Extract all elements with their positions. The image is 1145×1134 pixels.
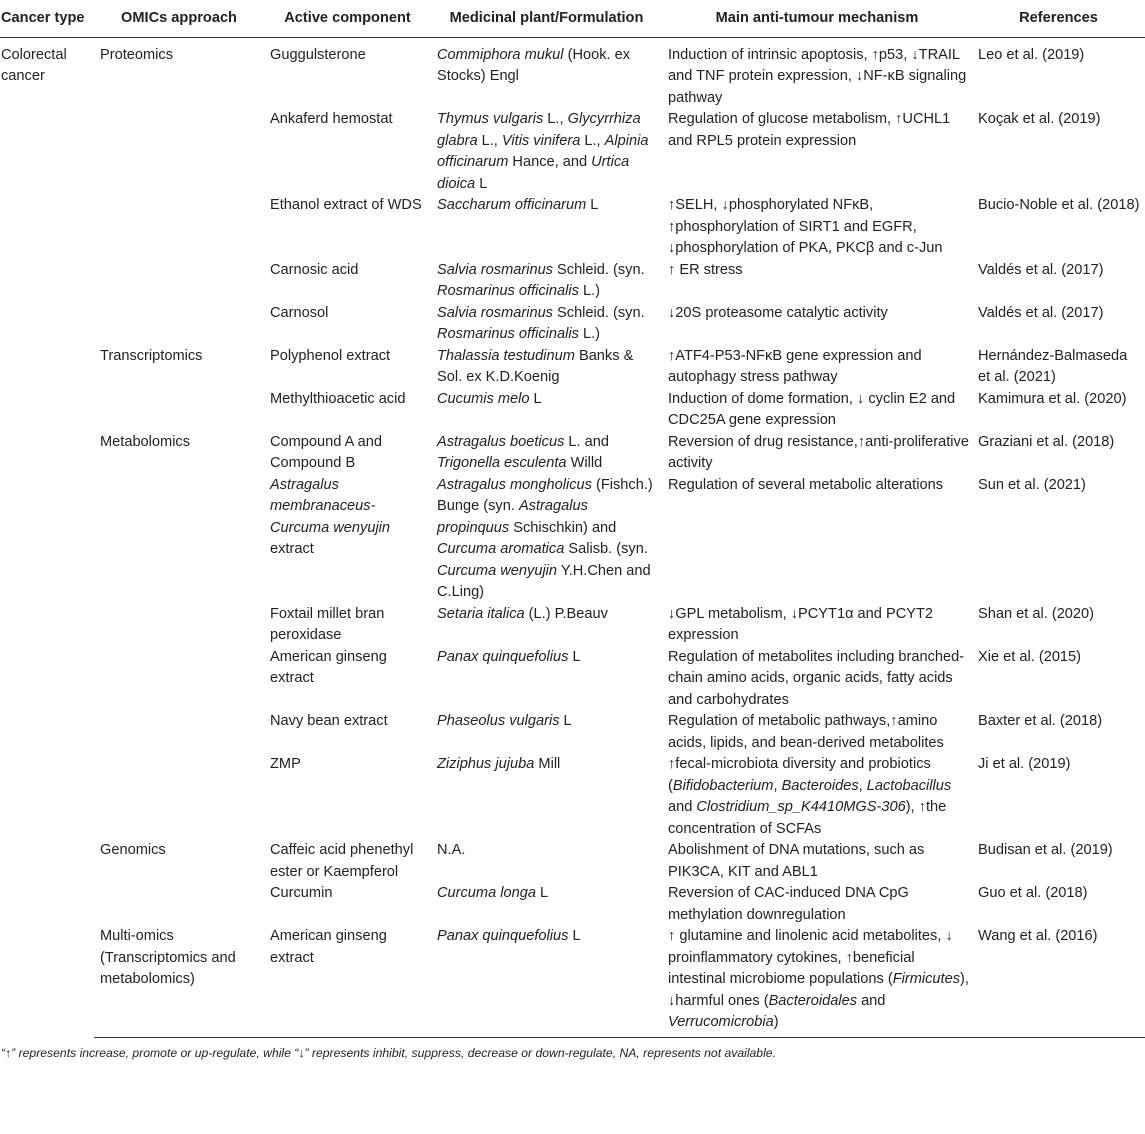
omics-approach-cell — [94, 475, 264, 604]
header-active-component: Active component — [264, 0, 431, 37]
table-row — [0, 260, 1145, 303]
table-row — [0, 37, 1145, 109]
omics-approach-cell — [94, 711, 264, 754]
active-component-cell: Guggulsterone — [270, 46, 366, 63]
omics-approach-cell — [94, 260, 264, 303]
medicinal-plant-cell: Astragalus boeticus L. and Trigonella esculenta Willd — [437, 433, 610, 471]
mechanism-cell: Regulation of several metabolic alterations — [668, 476, 944, 493]
table-row — [0, 432, 1145, 475]
medicinal-plant-cell: Panax quinquefolius L — [437, 648, 581, 665]
reference-cell: Leo et al. (2019) — [978, 46, 1085, 63]
mechanism-cell: Regulation of glucose metabolism, ↑UCHL1 and RPL5 protein expression — [668, 111, 951, 149]
omics-approach-cell — [94, 754, 264, 840]
active-component-cell: Astragalus membranaceus-Curcuma wenyujin extract — [270, 476, 391, 557]
mechanism-cell: Regulation of metabolites including branched-chain amino acids, organic acids, fatty acids and carbohydrates — [668, 648, 965, 708]
reference-cell: Xie et al. (2015) — [978, 648, 1082, 665]
header-mechanism: Main anti-tumour mechanism — [662, 0, 972, 37]
medicinal-plant-cell: Thymus vulgaris L., Glycyrrhiza glabra L., Vitis vinifera L., Alpinia officinarum Hance, and Urtica dioica L — [437, 111, 649, 192]
table-body — [0, 37, 1145, 1037]
reference-cell: Valdés et al. (2017) — [978, 304, 1104, 321]
active-component-cell: American ginseng extract — [264, 926, 431, 1037]
omics-approach-cell — [94, 389, 264, 432]
mechanism-cell: Reversion of drug resistance,↑anti-proliferative activity — [668, 433, 969, 471]
medicinal-plant-cell: Curcuma longa L — [437, 885, 549, 901]
mechanism-cell: ↓20S proteasome catalytic activity — [668, 304, 888, 321]
table-row — [0, 346, 1145, 389]
medicinal-plant-cell: Salvia rosmarinus Schleid. (syn. Rosmarinus officinalis L.) — [437, 261, 645, 299]
reference-cell: Sun et al. (2021) — [978, 476, 1086, 493]
header-cancer-type: Cancer type — [0, 0, 94, 37]
active-component-cell: Carnosol — [270, 304, 329, 321]
mechanism-cell: ↓GPL metabolism, ↓PCYT1α and PCYT2 expression — [668, 605, 934, 643]
medicinal-plant-cell: Astragalus mongholicus (Fishch.) Bunge (syn. Astragalus propinquus Schischkin) and Curcuma aromatica Salisb. (syn. Curcuma wenyujin Y.H.Chen and C.Ling) — [437, 476, 653, 600]
table-row — [0, 883, 1145, 926]
table-row — [0, 109, 1145, 195]
active-component-cell: Navy bean extract — [270, 713, 388, 729]
table-row — [0, 647, 1145, 712]
mechanism-cell: Reversion of CAC-induced DNA CpG methylation downregulation — [668, 885, 909, 923]
active-component-cell: Carnosic acid — [270, 261, 359, 278]
reference-cell: Graziani et al. (2018) — [978, 433, 1115, 450]
cancer-type-cell: Colorectal cancer — [1, 46, 67, 84]
omics-approach-cell — [94, 883, 264, 926]
mechanism-cell: ↑ glutamine and linolenic acid metabolites, ↓ proinflammatory cytokines, ↑beneficial intestinal microbiome populations (Firmicutes), ↓harmful ones (Bacteroidales and Verrucomicrobia) — [662, 926, 972, 1037]
mechanism-cell: Regulation of metabolic pathways,↑amino acids, lipids, and bean-derived metabolites — [668, 713, 944, 751]
table-row — [0, 604, 1145, 647]
omics-approach-cell: Metabolomics — [100, 433, 191, 450]
mechanism-cell: ↑ATF4-P53-NFκB gene expression and autophagy stress pathway — [668, 347, 922, 385]
medicinal-plant-cell: Phaseolus vulgaris L — [437, 713, 572, 729]
reference-cell: Valdés et al. (2017) — [978, 261, 1104, 278]
header-medicinal-plant: Medicinal plant/Formulation — [431, 0, 662, 37]
omics-approach-cell: Transcriptomics — [100, 347, 203, 364]
active-component-cell: Curcumin — [270, 885, 333, 901]
reference-cell: Ji et al. (2019) — [978, 756, 1071, 772]
table-row — [0, 711, 1145, 754]
active-component-cell: ZMP — [270, 756, 301, 772]
table-row — [0, 303, 1145, 346]
header-omics-approach: OMICs approach — [94, 0, 264, 37]
header-references: References — [972, 0, 1145, 37]
omics-approach-cell — [94, 647, 264, 712]
active-component-cell: Methylthioacetic acid — [270, 390, 406, 407]
reference-cell: Wang et al. (2016) — [972, 926, 1145, 1037]
reference-cell: Koçak et al. (2019) — [978, 111, 1101, 127]
medicinal-plant-cell: Commiphora mukul (Hook. ex Stocks) Engl — [437, 46, 631, 84]
mechanism-cell: Abolishment of DNA mutations, such as PIK3CA, KIT and ABL1 — [668, 842, 925, 880]
header-row — [0, 0, 1145, 37]
medicinal-plant-cell: Salvia rosmarinus Schleid. (syn. Rosmarinus officinalis L.) — [437, 304, 645, 342]
reference-cell: Budisan et al. (2019) — [978, 842, 1113, 858]
omics-approach-cell: Proteomics — [100, 46, 173, 63]
medicinal-plant-cell: Ziziphus jujuba Mill — [437, 756, 561, 772]
mechanism-cell: Induction of dome formation, ↓ cyclin E2 and CDC25A gene expression — [668, 390, 956, 428]
table-row — [0, 926, 1145, 1037]
omics-approach-cell: Multi-omics (Transcriptomics and metabolomics) — [94, 926, 264, 1037]
active-component-cell: Caffeic acid phenethyl ester or Kaempferol — [270, 842, 414, 880]
reference-cell: Bucio-Noble et al. (2018) — [978, 197, 1140, 213]
mechanism-cell: Induction of intrinsic apoptosis, ↑p53, ↓TRAIL and TNF protein expression, ↓NF-κB signaling pathway — [668, 46, 967, 106]
medicinal-plant-cell: Setaria italica (L.) P.Beauv — [437, 605, 608, 622]
reference-cell: Baxter et al. (2018) — [978, 713, 1103, 729]
table-row — [0, 475, 1145, 604]
active-component-cell: Foxtail millet bran peroxidase — [270, 605, 385, 643]
omics-approach-cell: Genomics — [100, 842, 166, 858]
mechanism-cell: ↑ ER stress — [668, 261, 743, 278]
medicinal-plant-cell: Cucumis melo L — [437, 390, 542, 407]
reference-cell: Kamimura et al. (2020) — [978, 390, 1127, 407]
medicinal-plant-cell: Thalassia testudinum Banks & Sol. ex K.D.Koenig — [437, 347, 634, 385]
table-footnote: “↑” represents increase, promote or up-regulate, while “↓” represents inhibit, suppress, decrease or down-regulate, NA, represents not available. — [1, 1045, 776, 1060]
omics-approach-cell — [94, 195, 264, 260]
table-row — [0, 195, 1145, 260]
active-component-cell: Ankaferd hemostat — [270, 111, 393, 127]
reference-cell: Hernández-Balmaseda et al. (2021) — [978, 347, 1128, 385]
mechanism-cell: ↑SELH, ↓phosphorylated NFκB, ↑phosphorylation of SIRT1 and EGFR, ↓phosphorylation of PKA, PKCβ and c-Jun — [668, 197, 943, 256]
omics-approach-cell — [94, 303, 264, 346]
medicinal-plant-cell: Saccharum officinarum L — [437, 197, 599, 213]
mechanism-cell: ↑fecal-microbiota diversity and probiotics (Bifidobacterium, Bacteroides, Lactobacillus and Clostridium_sp_K4410MGS-306), ↑the concentration of SCFAs — [668, 756, 952, 837]
active-component-cell: American ginseng extract — [270, 648, 387, 686]
medicinal-plant-cell: N.A. — [437, 842, 466, 858]
reference-cell: Shan et al. (2020) — [978, 605, 1095, 622]
table-row — [0, 840, 1145, 883]
active-component-cell: Ethanol extract of WDS — [270, 197, 422, 213]
active-component-cell: Compound A and Compound B — [270, 433, 382, 471]
medicinal-plant-cell: Panax quinquefolius L — [431, 926, 662, 1037]
omics-approach-cell — [94, 109, 264, 195]
table-row — [0, 754, 1145, 840]
omics-approach-cell — [94, 604, 264, 647]
table-row — [0, 389, 1145, 432]
reference-cell: Guo et al. (2018) — [978, 885, 1088, 901]
active-component-cell: Polyphenol extract — [270, 347, 391, 364]
